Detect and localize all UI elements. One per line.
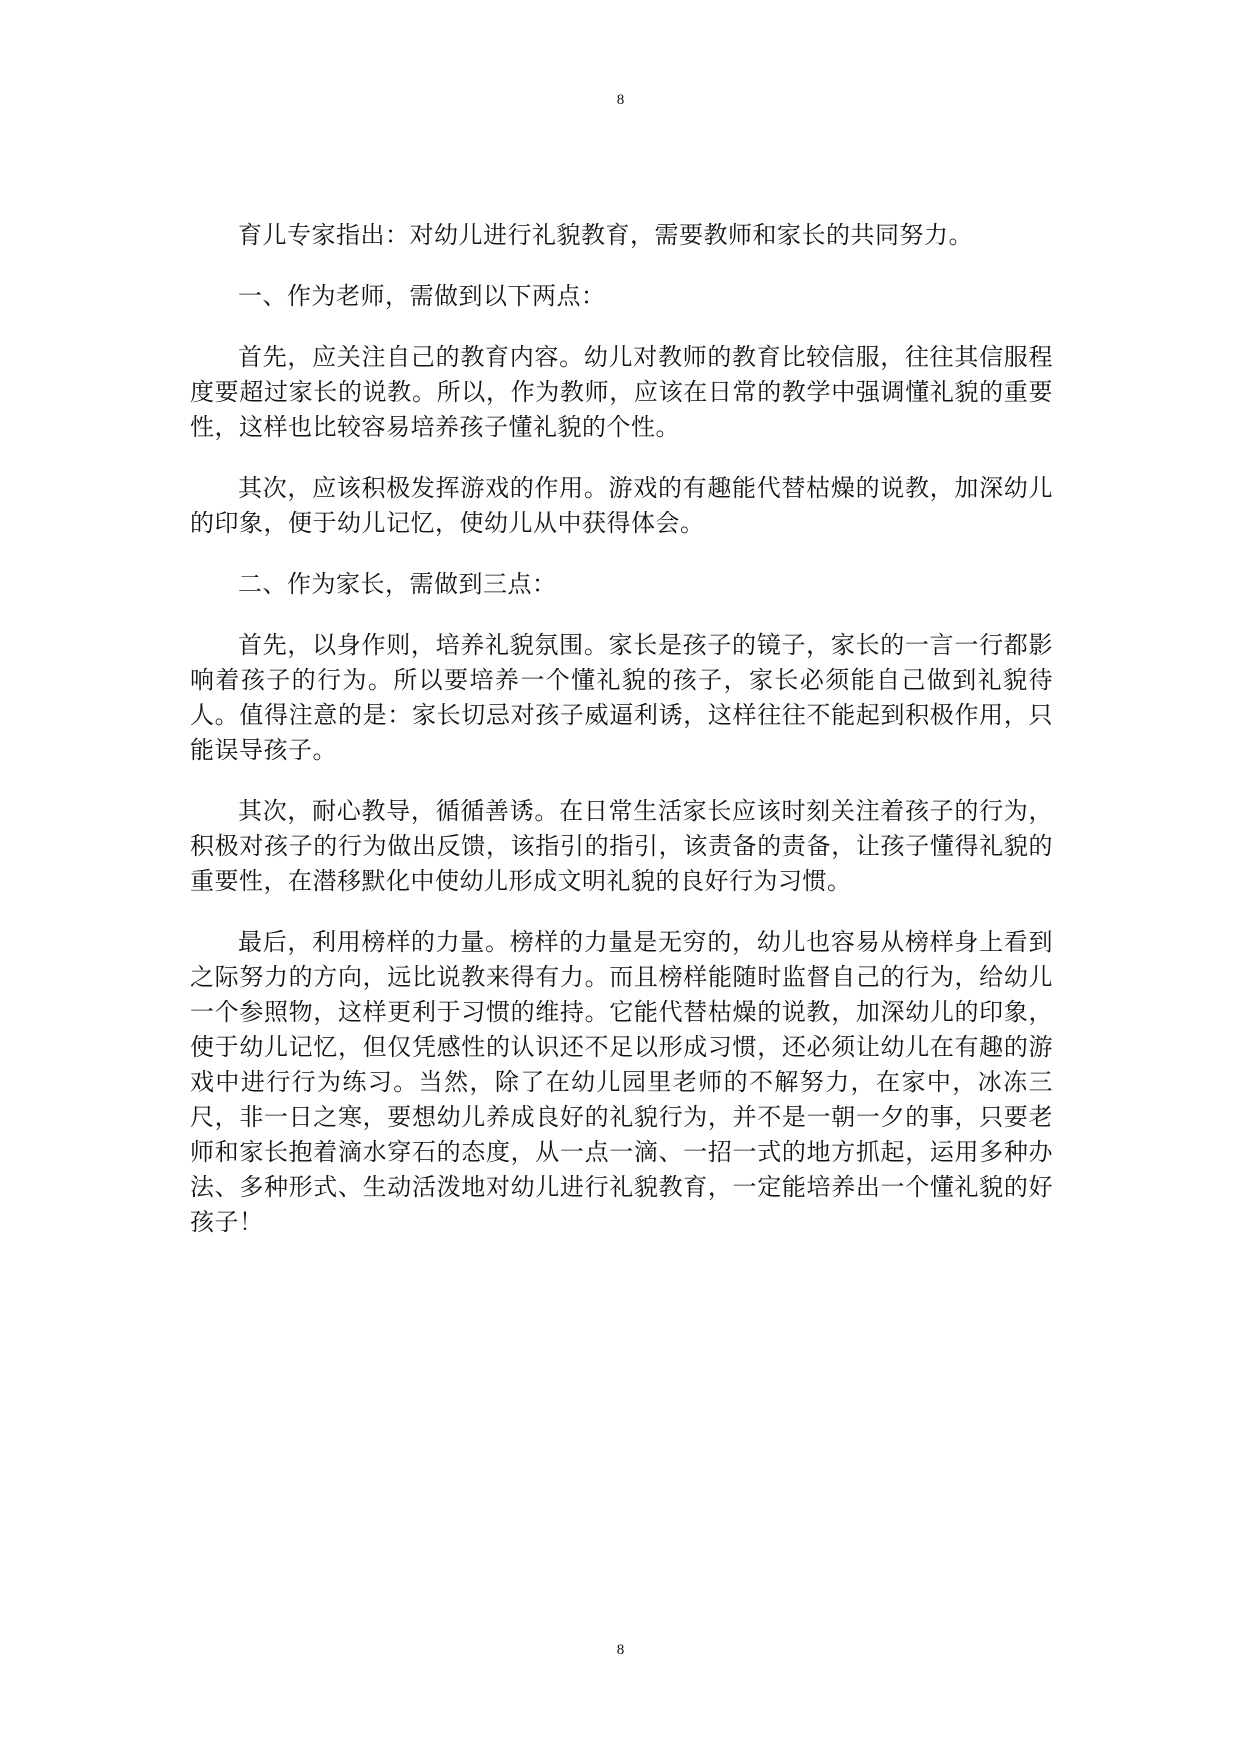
paragraph-teacher-second: 其次，应该积极发挥游戏的作用。游戏的有趣能代替枯燥的说教，加深幼儿的印象，便于幼儿记忆，使幼儿从中获得体会。	[190, 474, 1053, 537]
footer-page-number: 8	[616, 1642, 625, 1658]
paragraph-intro: 育儿专家指出：对幼儿进行礼貌教育，需要教师和家长的共同努力。	[238, 221, 973, 249]
document-body	[190, 218, 1053, 1266]
section-heading-teacher: 一、作为老师，需做到以下两点：	[238, 282, 606, 310]
section-heading-parent: 二、作为家长，需做到三点：	[238, 570, 557, 598]
paragraph-parent-first: 首先，以身作则，培养礼貌氛围。家长是孩子的镜子，家长的一言一行都影响着孩子的行为。所以要培养一个懂礼貌的孩子，家长必须能自己做到礼貌待人。值得注意的是：家长切忌对孩子威逼利诱，这样往往不能起到积极作用，只能误导孩子。	[190, 631, 1053, 764]
paragraph-teacher-first: 首先，应关注自己的教育内容。幼儿对教师的教育比较信服，往往其信服程度要超过家长的说教。所以，作为教师，应该在日常的教学中强调懂礼貌的重要性，这样也比较容易培养孩子懂礼貌的个性。	[190, 343, 1053, 441]
paragraph-parent-last: 最后，利用榜样的力量。榜样的力量是无穷的，幼儿也容易从榜样身上看到之际努力的方向，远比说教来得有力。而且榜样能随时监督自己的行为，给幼儿一个参照物，这样更利于习惯的维持。它能代替枯燥的说教，加深幼儿的印象，使于幼儿记忆，但仅凭感性的认识还不足以形成习惯，还必须让幼儿在有趣的游戏中进行行为练习。当然，除了在幼儿园里老师的不解努力，在家中，冰冻三尺，非一日之寒，要想幼儿养成良好的礼貌行为，并不是一朝一夕的事，只要老师和家长抱着滴水穿石的态度，从一点一滴、一招一式的地方抓起，运用多种办法、多种形式、生动活泼地对幼儿进行礼貌教育，一定能培养出一个懂礼貌的好孩子！	[190, 928, 1053, 1236]
paragraph-parent-second: 其次，耐心教导，循循善诱。在日常生活家长应该时刻关注着孩子的行为，积极对孩子的行为做出反馈，该指引的指引，该责备的责备，让孩子懂得礼貌的重要性，在潜移默化中使幼儿形成文明礼貌的良好行为习惯。	[190, 797, 1053, 895]
header-page-number: 8	[616, 92, 625, 108]
